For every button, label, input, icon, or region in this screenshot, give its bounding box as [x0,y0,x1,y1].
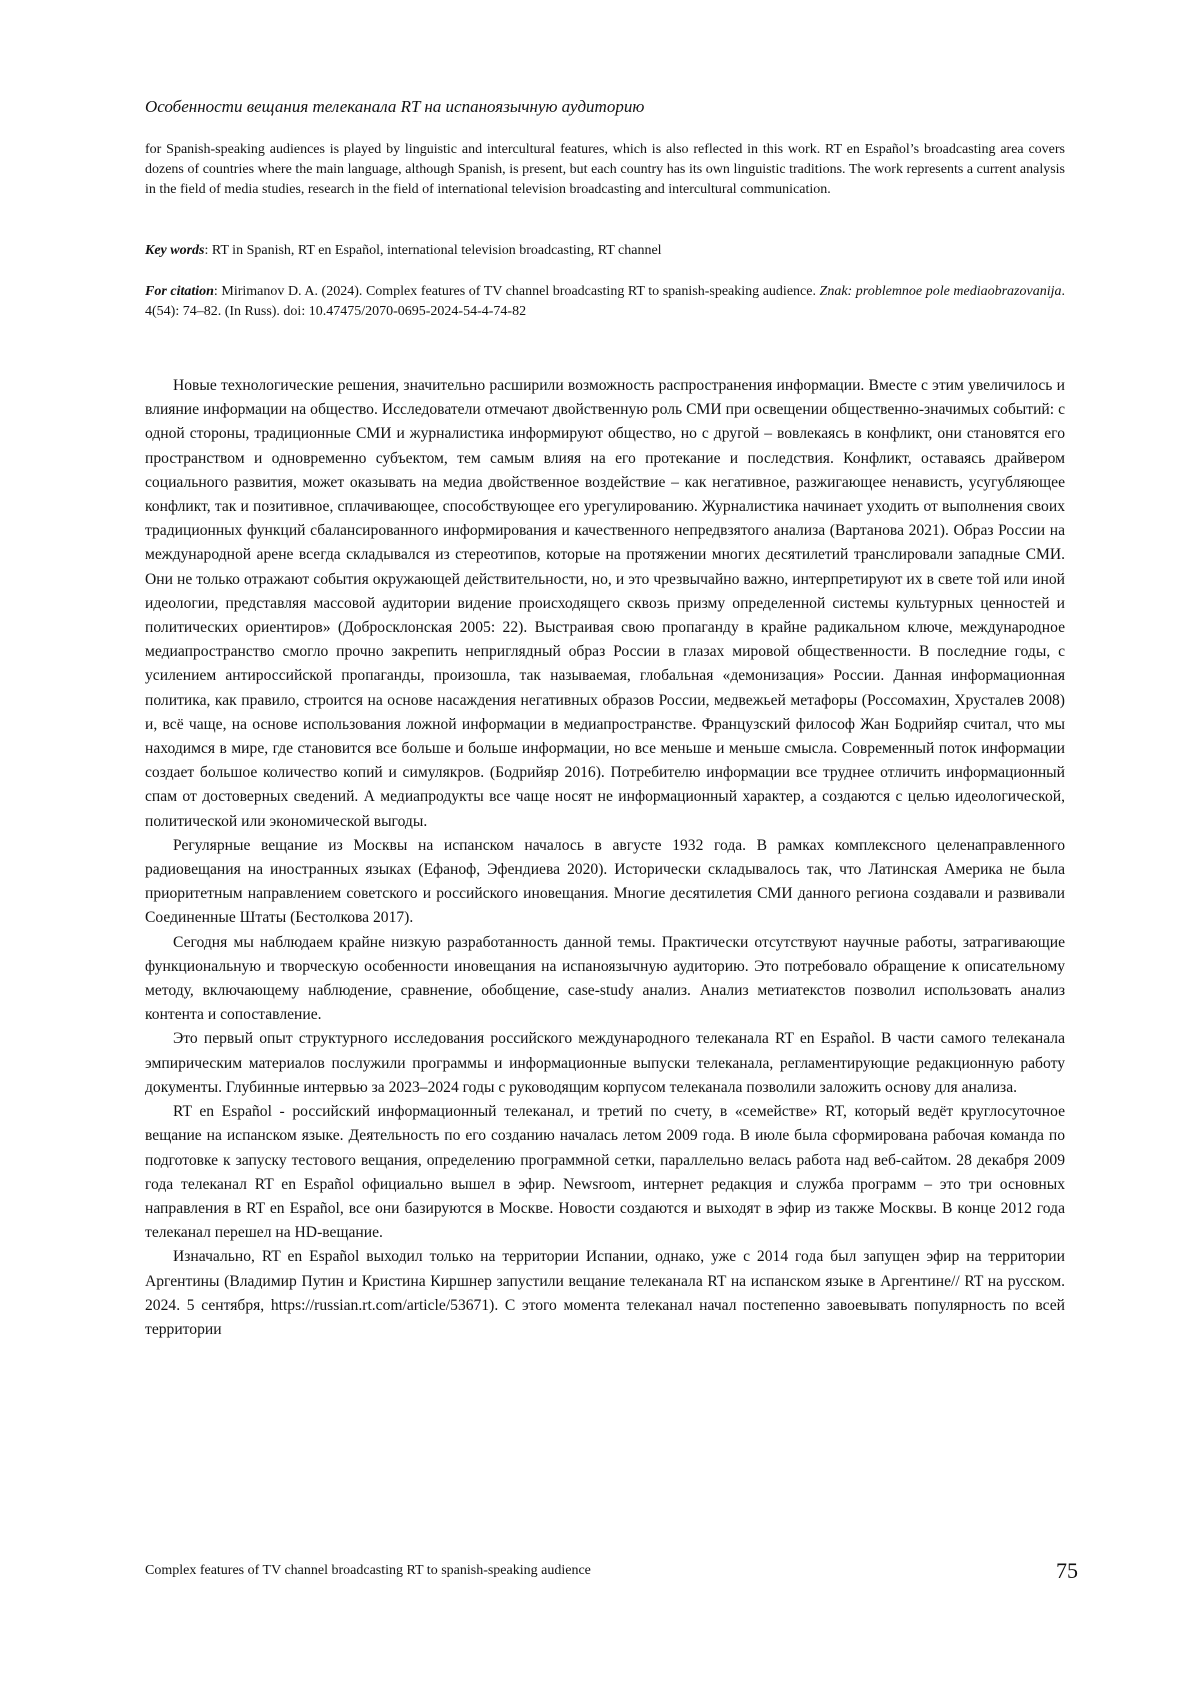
body-paragraph: RT en Español - российский информационный телеканал, и третий по счету, в «семействе» RT, который ведёт круглосуточное вещание на испанском языке. Деятельность по его созданию началась летом 2009 года. В июле была сформирована рабочая команда по подготовке к запуску тестового вещания, определению программной сетки, параллельно велась работа над веб-сайтом. 28 декабря 2009 года телеканал RT en Español официально вышел в эфир. Newsroom, интернет редакция и служба программ – это три основных направления в RT en Español, все они базируются в Москве. Новости создаются и выходят в эфир из также Москвы. В конце 2012 года телеканал перешел на HD-вещание. [145,1103,1065,1242]
keywords [145,241,1065,261]
citation-journal: Znak: problemnoe pole mediaobrazovanija [819,284,1062,299]
citation [145,282,1065,322]
keywords-text: : RT in Spanish, RT en Español, international television broadcasting, RT channel [204,243,662,258]
citation-text-after: . 4(54): 74–82. (In Russ). doi: 10.47475/2070-0695-2024-54-4-74-82 [145,284,1065,319]
body-paragraph: Это первый опыт структурного исследования российского международного телеканала RT en Español. В части самого телеканала эмпирическим материалов послужили программы и информационные выпуски телеканала, регламентирующие редакционную работу документы. Глубинные интервью за 2023–2024 годы с руководящим корпусом телеканала позволили заложить основу для анализа. [145,1030,1065,1096]
body-paragraph: Новые технологические решения, значительно расширили возможность распространения информации. Вместе с этим увеличилось и влияние информации на общество. Исследователи отмечают двойственную роль СМИ при освещении общественно-значимых событий: с одной стороны, традиционные СМИ и журналистика информируют общество, но с другой – вовлекаясь в конфликт, они становятся его пространством и одновременно субъектом, тем самым влияя на его протекание и последствия. Конфликт, оставаясь драйвером социального развития, может оказывать на медиа двойственное воздействие – как негативное, разжигающее ненависть, усугубляющее конфликт, так и позитивное, сплачивающее, способствующее его урегулированию. Журналистика начинает уходить от выполнения своих традиционных функций сбалансированного информирования и качественного непредвзятого анализа (Вартанова 2021). Образ России на международной арене всегда складывался из стереотипов, которые на протяжении многих десятилетий транслировали западные СМИ. Они не только отражают события окружающей действительности, но, и это чрезвычайно важно, интерпретируют их в свете той или иной идеологии, представляя массовой аудитории видение происходящего сквозь призму определенной системы культурных ценностей и политических ориентиров» (Добросклонская 2005: 22). Выстраивая свою пропаганду в крайне радикальном ключе, международное медиапространство смогло прочно закрепить неприглядный образ России в глазах мировой общественности. В последние годы, с усилением антироссийской пропаганды, произошла, так называемая, глобальная «демонизация» России. Данная информационная политика, как правило, строится на основе насаждения негативных образов России, медвежьей метафоры (Россомахин, Хрусталев 2008) и, всё чаще, на основе использования ложной информации в медиапространстве. Французский философ Жан Бодрийяр считал, что мы находимся в мире, где становится все больше и больше информации, но все меньше и меньше смысла. Современный поток информации создает большое количество копий и симулякров. (Бодрийяр 2016). Потребителю информации все труднее отличить информационный спам от достоверных сведений. А медиапродукты все чаще носят не информационный характер, а создаются с целью идеологической, политической или экономической выгоды. [145,377,1065,830]
abstract-continuation: for Spanish-speaking audiences is played by linguistic and intercultural features, which is also reflected in this work. RT en Español’s broadcasting area covers dozens of countries where the main language, although Spanish, is present, but each country has its own linguistic traditions. The work represents a current analysis in the field of media studies, research in the field of international television broadcasting and intercultural communication. [145,142,1065,197]
body-paragraph: Сегодня мы наблюдаем крайне низкую разработанность данной темы. Практически отсутствуют научные работы, затрагивающие функциональную и творческую особенности иновещания на испаноязычную аудиторию. Это потребовало обращение к описательному методу, включающему наблюдение, сравнение, обобщение, case-study анализ. Анализ метиатекстов позволил использовать анализ контента и сопоставление. [145,933,1065,1024]
keywords-label: Key words [145,243,205,258]
running-head: Особенности вещания телеканала RT на испаноязычную аудиторию [145,97,645,116]
footer-title: Complex features of TV channel broadcasting RT to spanish-speaking audience [145,1563,591,1578]
page-number: 75 [1056,1558,1078,1583]
body-paragraph: Регулярные вещание из Москвы на испанском началось в августе 1932 года. В рамках комплексного целенаправленного радиовещания на иностранных языках (Ефаноф, Эфендиева 2020). Исторически складывалось так, что Латинская Америка не была приоритетным направлением советского и российского иновещания. Многие десятилетия СМИ данного региона создавали и развивали Соединенные Штаты (Бестолкова 2017). [145,836,1065,927]
body-paragraph: Изначально, RT en Español выходил только на территории Испании, однако, уже с 2014 года был запущен эфир на территории Аргентины (Владимир Путин и Кристина Киршнер запустили вещание телеканала RT на испанском языке в Аргентине// RT на русском. 2024. 5 сентября, https://russian.rt.com/article/53671). С этого момента телеканал начал постепенно завоевывать популярность по всей территории [145,1248,1065,1338]
citation-label: For citation [145,284,214,299]
citation-text: : Mirimanov D. A. (2024). Complex features of TV channel broadcasting RT to spanish-speaking audience. [213,284,820,299]
body-text [145,374,1065,1342]
